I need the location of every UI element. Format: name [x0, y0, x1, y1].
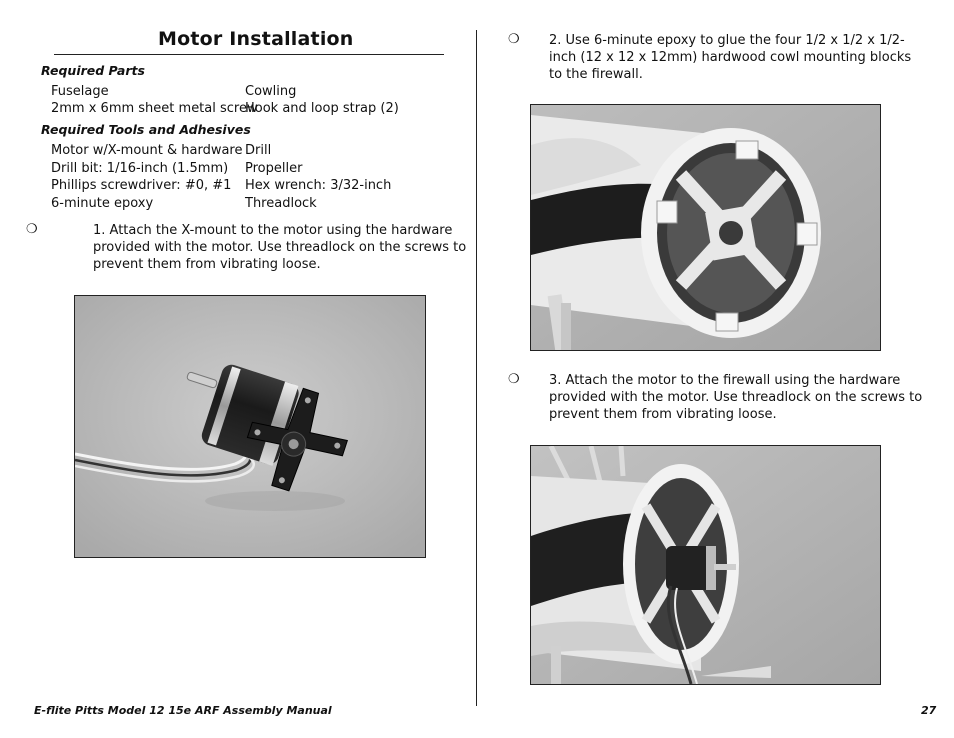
step-3-text: 3. Attach the motor to the firewall using the hardware provided with the motor. Use threadlock on the screws to prevent them from vibrating loose. [549, 373, 923, 422]
step-2-checkbox[interactable]: ❍ [508, 32, 520, 47]
footer-page-number: 27 [921, 704, 937, 717]
tools-item: 6-minute epoxy [51, 196, 154, 211]
tools-item: Phillips screwdriver: #0, #1 [51, 178, 232, 193]
page-title: Motor Installation [158, 28, 354, 50]
required-tools-heading: Required Tools and Adhesives [41, 122, 251, 137]
parts-item: 2mm x 6mm sheet metal screw [51, 101, 258, 116]
parts-item: Hook and loop strap (2) [245, 101, 399, 116]
step-1-checkbox[interactable]: ❍ [26, 222, 38, 237]
firewall-blocks-photo [530, 104, 881, 351]
tools-item: Hex wrench: 3/32-inch [245, 178, 392, 193]
motor-photo [74, 295, 426, 558]
step-2-text: 2. Use 6-minute epoxy to glue the four 1/2 x 1/2 x 1/2- inch (12 x 12 x 12mm) hardwood cowl mounting blocks to the firewall. [549, 33, 912, 82]
step-1-text: 1. Attach the X-mount to the motor using the hardware provided with the motor. Use threadlock on the screws to prevent them from vibrating loose. [93, 223, 467, 272]
tools-item: Drill [245, 143, 272, 158]
column-divider [476, 30, 477, 706]
step-3-checkbox[interactable]: ❍ [508, 372, 520, 387]
parts-item: Cowling [245, 84, 297, 99]
required-parts-heading: Required Parts [41, 63, 145, 78]
title-rule [54, 54, 444, 55]
motor-on-firewall-photo [530, 445, 881, 685]
parts-item: Fuselage [51, 84, 109, 99]
footer-manual-title: E-flite Pitts Model 12 15e ARF Assembly Manual [34, 704, 332, 717]
tools-item: Drill bit: 1/16-inch (1.5mm) [51, 161, 229, 176]
tools-item: Motor w/X-mount & hardware [51, 143, 243, 158]
tools-item: Threadlock [245, 196, 317, 211]
tools-item: Propeller [245, 161, 303, 176]
